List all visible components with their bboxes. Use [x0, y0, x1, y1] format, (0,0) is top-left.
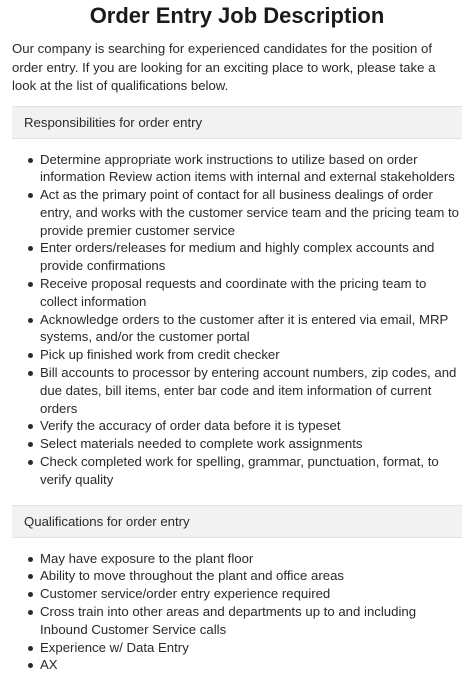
- list-item: Determine appropriate work instructions to utilize based on order information Review action items with internal and external stakeholders: [40, 151, 462, 187]
- qualifications-list: [12, 550, 462, 674]
- section-header-qualifications: Qualifications for order entry: [12, 505, 462, 538]
- list-item: AX: [40, 656, 462, 674]
- list-item: Acknowledge orders to the customer after it is entered via email, MRP systems, and/or the customer portal: [40, 311, 462, 347]
- list-item: Experience w/ Data Entry: [40, 639, 462, 657]
- intro-paragraph: Our company is searching for experienced candidates for the position of order entry. If you are looking for an exciting place to work, please take a look at the list of qualifications below.: [12, 41, 436, 93]
- list-item: Bill accounts to processor by entering account numbers, zip codes, and due dates, bill items, enter bar code and item information of current orders: [40, 364, 462, 417]
- list-item: Verify the accuracy of order data before it is typeset: [40, 417, 462, 435]
- list-item: Act as the primary point of contact for all business dealings of order entry, and works with the customer service team and the pricing team to provide premier customer service: [40, 186, 462, 239]
- list-item: Pick up finished work from credit checker: [40, 346, 462, 364]
- responsibilities-list: [12, 151, 462, 489]
- list-item: Check completed work for spelling, grammar, punctuation, format, to verify quality: [40, 453, 462, 489]
- list-item: Customer service/order entry experience required: [40, 585, 462, 603]
- list-item: Select materials needed to complete work assignments: [40, 435, 462, 453]
- list-item: Cross train into other areas and departments up to and including Inbound Customer Service calls: [40, 603, 462, 639]
- list-item: Enter orders/releases for medium and highly complex accounts and provide confirmations: [40, 239, 462, 275]
- section-header-responsibilities: Responsibilities for order entry: [12, 106, 462, 139]
- list-item: Receive proposal requests and coordinate with the pricing team to collect information: [40, 275, 462, 311]
- list-item: May have exposure to the plant floor: [40, 550, 462, 568]
- page-title: Order Entry Job Description: [89, 3, 385, 28]
- list-item: Ability to move throughout the plant and office areas: [40, 567, 462, 585]
